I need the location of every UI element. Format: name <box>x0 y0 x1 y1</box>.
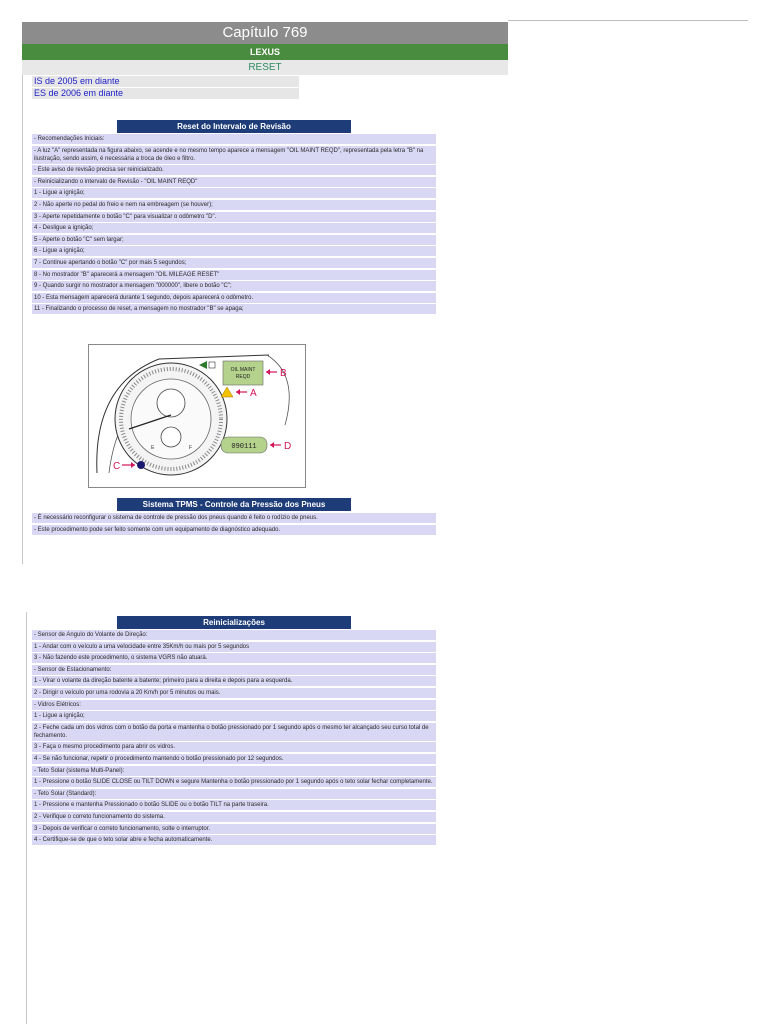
warning-triangle-icon <box>221 387 233 397</box>
gauge-label-f: F <box>189 445 193 451</box>
list-item: 3 - Aperte repetidamente o botão "C" para visualizar o odômetro "D". <box>32 212 436 222</box>
list-item: 5 - Aperte o botão "C" sem largar; <box>32 235 436 245</box>
page1-left-rule <box>22 22 23 564</box>
maintenance-display-b <box>223 361 263 385</box>
list-item: - Sensor de Estacionamento: <box>32 665 436 675</box>
page2-left-rule <box>26 612 27 1024</box>
revisao-rows <box>32 134 436 316</box>
instrument-cluster-diagram <box>88 344 306 488</box>
model-list <box>32 76 299 100</box>
odometer-value: 090111 <box>231 443 257 451</box>
list-item: 4 - Se não funcionar, repetir o procedimento mantendo o botão pressionado por 12 segundos. <box>32 754 436 764</box>
list-item: 6 - Ligue a ignição; <box>32 246 436 256</box>
section-title-revisao: Reset do Intervalo de Revisão <box>117 120 351 133</box>
list-item: 4 - Certifique-se de que o teto solar abre e fecha automaticamente. <box>32 835 436 845</box>
display-text-oil-maint: OIL MAINT <box>230 367 256 373</box>
brand-bar: LEXUS <box>22 44 508 60</box>
list-item: 1 - Pressione o botão SLIDE CLOSE ou TILT DOWN e segure Mantenha o botão pressionado por 1 segundo após o teto solar fechar completamente. <box>32 777 436 787</box>
list-item: 3 - Não fazendo este procedimento, o sistema VGRS não atuará. <box>32 653 436 663</box>
reinicializacoes-rows <box>32 630 436 847</box>
gauge-label-e: E <box>151 445 155 451</box>
list-item: 2 - Dirigir o veículo por uma rodovia a 20 Km/h por 5 minutos ou mais. <box>32 688 436 698</box>
list-item: - Este aviso de revisão precisa ser reinicializado. <box>32 165 436 175</box>
chapter-title: Capítulo 769 <box>22 22 508 44</box>
model-item: IS de 2005 em diante <box>32 76 299 87</box>
list-item: - Este procedimento pode ser feito somente com um equipamento de diagnóstico adequado. <box>32 525 436 535</box>
list-item: 10 - Esta mensagem aparecerá durante 1 segundo, depois aparecerá o odômetro. <box>32 293 436 303</box>
reset-button-c <box>137 461 145 469</box>
list-item: 3 - Depois de verificar o correto funcionamento, solte o interruptor. <box>32 824 436 834</box>
section-title-tpms: Sistema TPMS - Controle da Pressão dos Pneus <box>117 498 351 511</box>
list-item: - A luz "A" representada na figura abaixo, se acende e no mesmo tempo aparece a mensagem "OIL MAINT REQD", representada pela letra "B" na ilustração, sendo assim, é necessária a troca de óleo e filtro. <box>32 146 436 164</box>
label-a: A <box>250 388 257 399</box>
list-item: - Vidros Elétricos: <box>32 700 436 710</box>
list-item: 8 - No mostrador "B" aparecerá a mensagem "OIL MILEAGE RESET" <box>32 270 436 280</box>
list-item: - Teto Solar (sistema Multi-Panel): <box>32 766 436 776</box>
list-item: 1 - Ligue a ignição; <box>32 188 436 198</box>
model-item: ES de 2006 em diante <box>32 88 299 99</box>
list-item: 7 - Continue apertando o botão "C" por mais 5 segundos; <box>32 258 436 268</box>
list-item: - É necessário reconfigurar o sistema de controle de pressão dos pneus quando é feito o rodízio de pneus. <box>32 513 436 523</box>
list-item: 2 - Verifique o correto funcionamento do sistema. <box>32 812 436 822</box>
label-b: B <box>280 368 287 379</box>
topic-bar: RESET <box>22 60 508 75</box>
indicator-arrow-icon <box>199 361 207 369</box>
list-item: 1 - Pressione e mantenha Pressionado o botão SLIDE ou o botão TILT na parte traseira. <box>32 800 436 810</box>
label-c: C <box>113 461 121 472</box>
list-item: 2 - Feche cada um dos vidros com o botão da porta e mantenha o botão pressionado por 1 segundo após o mesmo ter alcançado seu curso total de fechamento. <box>32 723 436 741</box>
list-item: 4 - Desligue a ignição; <box>32 223 436 233</box>
list-item: 11 - Finalizando o processo de reset, a mensagem no mostrador "B" se apaga; <box>32 304 436 314</box>
list-item: 2 - Não aperte no pedal do freio e nem na embreagem (se houver); <box>32 200 436 210</box>
tpms-rows <box>32 513 436 536</box>
list-item: 9 - Quando surgir no mostrador a mensagem "000000", libere o botão "C"; <box>32 281 436 291</box>
section-title-reinicializacoes: Reinicializações <box>117 616 351 629</box>
display-text-reqd: REQD <box>235 374 251 380</box>
list-item: 3 - Faça o mesmo procedimento para abrir os vidros. <box>32 742 436 752</box>
list-item: 1 - Ligue a ignição; <box>32 711 436 721</box>
label-d: D <box>284 441 292 452</box>
list-item: - Sensor de Angulo do Volante de Direção: <box>32 630 436 640</box>
list-item: - Recomendações Iniciais: <box>32 134 436 144</box>
list-item: 1 - Andar com o veículo a uma velocidade entre 35Km/h ou mais por 5 segundos <box>32 642 436 652</box>
list-item: - Teto Solar (Standard): <box>32 789 436 799</box>
list-item: 1 - Virar o volante da direção batente a batente; primeiro para a direita e depois para a esquerda. <box>32 676 436 686</box>
list-item: - Reinicializando o intervalo de Revisão - "OIL MAINT REQD" <box>32 177 436 187</box>
top-rule <box>508 20 748 21</box>
